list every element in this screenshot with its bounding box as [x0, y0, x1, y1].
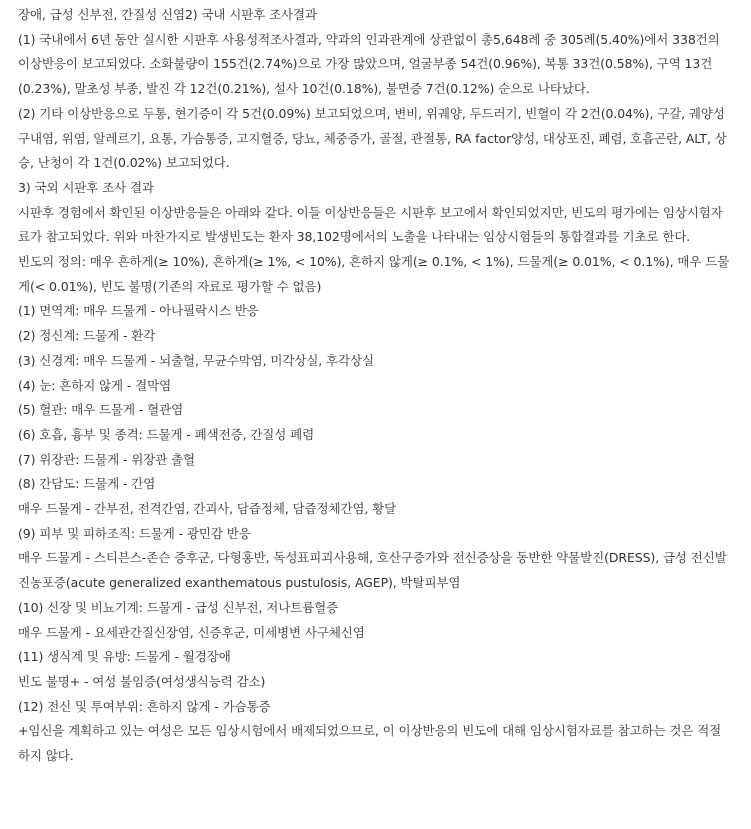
- list-item-reproductive: (11) 생식계 및 유방: 드물게 - 월경장애: [18, 649, 231, 665]
- footnote: +임신을 계획하고 있는 여성은 모든 임상시험에서 배제되었으므로, 이 이상반응의 빈도에 대해 임상시험자료를 참고하는 것은 적절하지 않다.: [18, 723, 722, 764]
- paragraph-overseas-intro: 시판후 경험에서 확인된 이상반응들은 아래와 같다. 이들 이상반응들은 시판후 보고에서 확인되었지만, 빈도의 평가에는 임상시험자료가 참고되었다. 위와 마찬가지로 발생빈도는 환자 38,102명에서의 노출을 나타내는 임상시험들의 통합결과를 기초로 한다.: [18, 204, 723, 245]
- list-item-nervous: (3) 신경계: 매우 드물게 - 뇌출혈, 무균수막염, 미각상실, 후각상실: [18, 352, 374, 368]
- list-item-general: (12) 전신 및 투여부위: 흔하지 않게 - 가슴통증: [18, 698, 271, 714]
- paragraph-domestic-2: (2) 기타 이상반응으로 두통, 현기증이 각 5건(0.09%) 보고되었으며, 변비, 위궤양, 두드러기, 빈혈이 각 2건(0.04%), 구갈, 궤양성 구내염, 위염, 알레르기, 요통, 가슴통증, 고지혈증, 당뇨, 체중증가, 골절, 관절통, RA factor양성, 대상포진, 폐렴, 호흡곤란, ALT, 상승, 난청이 각 1건(0.02%) 보고되었다.: [18, 105, 727, 171]
- list-item-skin: (9) 피부 및 피하조직: 드물게 - 광민감 반응: [18, 525, 251, 541]
- list-item-psychiatric: (2) 정신계: 드물게 - 환각: [18, 328, 156, 344]
- paragraph-intro: 장애, 급성 신부전, 간질성 신염2) 국내 시판후 조사결과: [18, 7, 317, 22]
- list-item-renal: (10) 신장 및 비뇨기계: 드물게 - 급성 신부전, 저나트륨혈증: [18, 599, 339, 615]
- list-item-reproductive-detail: 빈도 불명+ - 여성 불임증(여성생식능력 감소): [18, 673, 266, 689]
- paragraph-domestic-1: (1) 국내에서 6년 동안 실시한 시판후 사용성적조사결과, 약과의 인과관계에 상관없이 총5,648례 중 305례(5.40%)에서 338건의 이상반응이 보고되었다. 소화불량이 155건(2.74%)으로 가장 많았으며, 얼굴부종 54건(0.96%), 복통 33건(0.58%), 구역 13건(0.23%), 말초성 부종, 발진 각 12건(0.21%), 설사 10건(0.18%), 불면증 7건(0.12%) 순으로 나타났다.: [18, 31, 720, 97]
- list-item-gastrointestinal: (7) 위장관: 드물게 - 위장관 출혈: [18, 451, 196, 467]
- list-item-respiratory: (6) 호흡, 흉부 및 종격: 드물게 - 폐색전증, 간질성 폐렴: [18, 426, 315, 442]
- list-item-renal-detail: 매우 드물게 - 요세관간질신장염, 신증후군, 미세병변 사구체신염: [18, 624, 365, 640]
- list-item-hepatobiliary: (8) 간담도: 드물게 - 간염: [18, 476, 156, 492]
- list-item-vascular: (5) 혈관: 매우 드물게 - 혈관염: [18, 402, 184, 418]
- list-item-eye: (4) 눈: 흔하지 않게 - 결막염: [18, 377, 172, 393]
- list-item-skin-detail: 매우 드물게 - 스티븐스-존슨 증후군, 다형홍반, 독성표피괴사용해, 호산구증가와 전신증상을 동반한 약물발진(DRESS), 급성 전신발진농포증(acute generalized exanthematous pustulosis, AGEP), 박탈피부염: [18, 550, 727, 591]
- list-item-hepatobiliary-detail: 매우 드물게 - 간부전, 전격간염, 간괴사, 담즙정체, 담즙정체간염, 황달: [18, 501, 397, 517]
- paragraph-frequency-definition: 빈도의 정의: 매우 흔하게(≥ 10%), 흔하게(≥ 1%, < 10%), 흔하지 않게(≥ 0.1%, < 1%), 드물게(≥ 0.01%, < 0.1%), 매우 드물게(< 0.01%), 빈도 불명(기존의 자료로 평가할 수 없음): [18, 254, 730, 294]
- section-heading-overseas: 3) 국외 시판후 조사 결과: [18, 179, 154, 195]
- list-item-immune: (1) 면역계: 매우 드물게 - 아나필락시스 반응: [18, 303, 259, 319]
